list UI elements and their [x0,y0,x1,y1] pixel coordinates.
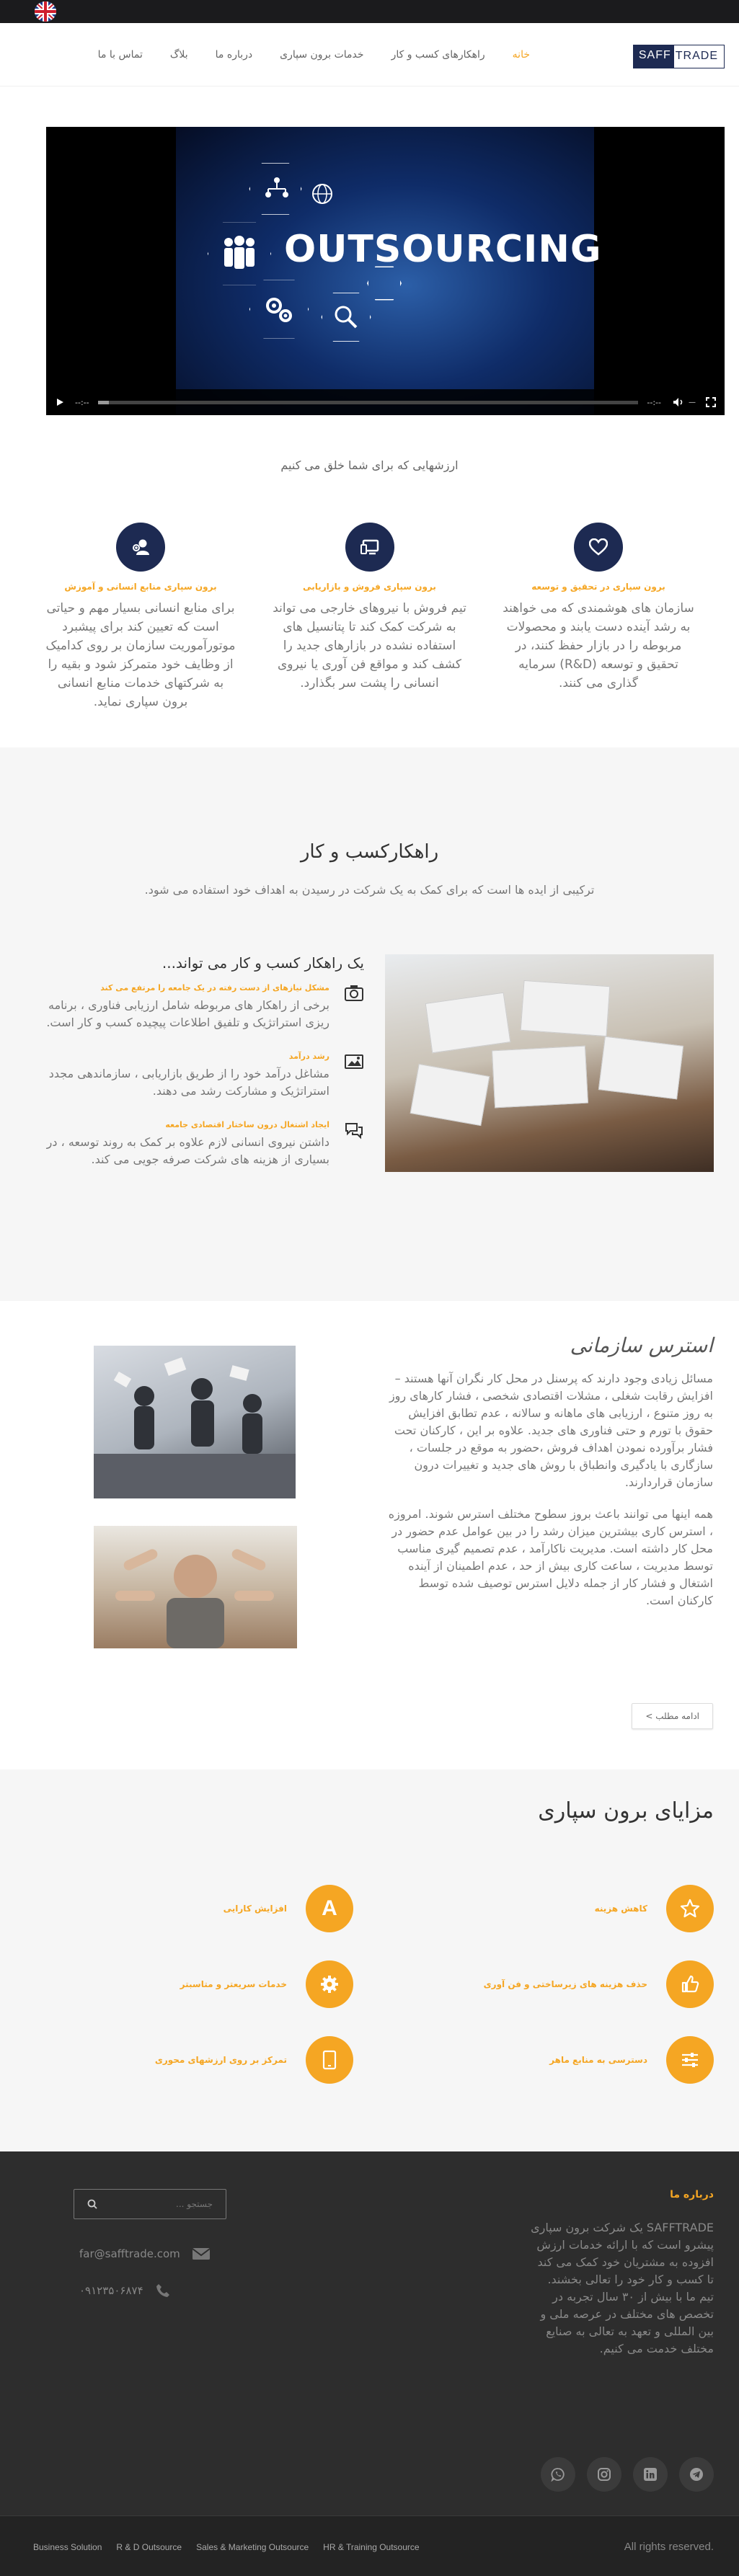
intro-video[interactable] [46,127,725,415]
value-text-sales: تیم فروش با نیروهای خارجی می تواند به شرکت کمک کند تا پتانسیل های استفاده نشده در بازارهای جدید را کشف کند و مواقع فن آوری یا نیروی انسانی را پشت سر بگذارد. [273,601,466,690]
value-title-rd: برون سپاری در تحقیق و توسعه [531,582,665,592]
puzzle-meeting-image [385,954,714,1172]
solution-text-revenue: مشاغل درآمد خود را از طریق بازاریابی ، سازماندهی مجدد استراتژیک و مشارکت رشد می دهند. [48,1067,329,1098]
video-title: OUTSOURCING [284,228,602,271]
main-nav [58,23,530,86]
solution-title-employment: ایجاد اشتغال درون ساختار اقتصادی جامعه [165,1120,329,1129]
footer-link-sales-marketing[interactable]: Sales & Marketing Outsource [196,2542,309,2552]
nav-contact[interactable]: تماس با ما [97,49,143,61]
benefit-label: دسترسی به منابع ماهر [549,2055,647,2065]
footer-search[interactable] [74,2189,226,2219]
image-icon [344,1052,364,1072]
benefit-label: حذف هزینه های زیرساختی و فن آوری [483,1979,647,1989]
letter-a-icon: A [306,1885,353,1932]
mail-icon [192,2247,211,2261]
heart-icon [574,523,623,572]
nav-blog[interactable]: بلاگ [169,49,188,61]
whatsapp-icon[interactable] [541,2457,575,2492]
video-progress-bar[interactable] [98,401,639,404]
thumbs-up-icon [666,1960,714,2008]
phone-text[interactable]: ۰۹۱۲۳۵۰۶۸۷۴ [79,2284,143,2297]
solution-text-needs: برخی از راهکار های مربوطه شامل ارزیابی فناوری ، برنامه ریزی استراتژیک و تلفیق اطلاعات پیچیده کسب و کار است. [46,998,329,1029]
sliders-icon [666,2036,714,2084]
footer-about [530,2189,714,2358]
solution-item-revenue [36,1052,364,1100]
solution-title-needs: مشکل نیازهای از دست رفته در یک جامعه را مرتفع می کند [100,983,329,992]
footer-links [33,2542,434,2552]
gears-icon [261,294,297,326]
stress-section [0,1301,739,1769]
solutions-list-title: یک راهکار کسب و کار می تواند... [161,954,364,972]
value-text-hr: برای منابع انسانی بسیار مهم و حیاتی است که تعیین کند برای پیشبرد موتورآموریت سازمان بر روی کدامیک از وظایف خود متمرکز شود و بقیه را به شرکتهای خدمات منابع انسانی برون سپاری نماید. [45,601,236,709]
top-bar [0,0,739,23]
video-time-current: --:-- [75,397,89,407]
search-icon[interactable] [87,2199,97,2209]
footer-about-title: درباره ما [670,2189,714,2200]
stress-paragraph-1: مسائل زیادی وجود دارند که پرسنل در محل کار نگران آنها هستند – افزایش رقابت شغلی ، مشلات اقتصادی شخصی ، فشار کارهای روز به روز متنوع ، ارزیابی های ماهانه و سالانه ، عدم تطابق افزایش حقوق با تورم و حتی فناوری های جدید. علاوه بر این ، کارکنان تحت فشار برآورده نمودن اهداف فروش ،حضور به موقع در جلسات ، سازگاری با یادگیری وانطباق با روش های جدید و تغییرات درون سازمان قراردارند. [389,1372,713,1489]
monitor-icon [345,523,394,572]
stressed-man-photo [94,1526,297,1648]
solution-item-employment [36,1120,364,1168]
logo-part-a: SAFF [633,45,674,68]
chat-icon [344,1120,364,1140]
benefit-infrastructure [484,1960,714,2008]
footer-link-hr-training[interactable]: HR & Training Outsource [323,2542,420,2552]
bottom-bar [0,2515,739,2576]
camera-icon [344,983,364,1003]
benefit-core-values [155,2036,353,2084]
volume-icon[interactable] [673,397,684,407]
gear-icon [306,1960,353,2008]
benefits-title: مزایای برون سپاری [538,1798,714,1824]
value-item-sales [273,523,467,711]
globe-icon [310,182,335,206]
solution-text-employment: داشتن نیروی انسانی لازم علاوه بر کمک به روند توسعه ، در بسیاری از هزینه های شرکت صرفه جویی می کند. [46,1135,329,1166]
solutions-list [36,954,364,1189]
benefit-skilled-resources [549,2036,714,2084]
nav-about[interactable]: درباره ما [215,49,253,61]
nav-business-solutions[interactable]: راهکارهای کسب و کار [391,49,485,61]
read-more-button[interactable]: ادامه مطلب > [632,1703,713,1729]
benefits-section [0,1769,739,2151]
linkedin-icon[interactable] [633,2457,668,2492]
telegram-icon[interactable] [679,2457,714,2492]
benefit-label: تمرکز بر روی ارزشهای محوری [154,2055,287,2065]
site-logo[interactable] [633,45,725,68]
footer-link-rd-outsource[interactable]: R & D Outsource [116,2542,182,2552]
magnifier-icon [332,303,360,332]
site-footer [0,2151,739,2515]
solutions-subtitle: ترکیبی از ایده ها است که برای کمک به یک شرکت در رسیدن به اهداف خود استفاده می شود. [144,883,595,897]
instagram-icon[interactable] [587,2457,621,2492]
volume-dash: — [689,398,696,407]
stressed-office-photo [94,1346,296,1498]
values-subtitle: ارزشهایی که برای شما خلق می کنیم [280,458,459,472]
video-progress-fill [98,401,109,404]
benefit-faster-service [180,1960,353,2008]
video-controls [46,389,725,415]
solutions-section [0,747,739,1301]
tablet-icon [306,2036,353,2084]
footer-phone [79,2283,171,2299]
benefit-label: خدمات سریعتر و متاسبتر [180,1979,287,1989]
logo-part-b: TRADE [674,45,725,68]
english-flag-icon[interactable] [35,1,56,22]
nav-outsourcing-services[interactable]: خدمات برون سپاری [280,49,364,61]
stress-paragraph-2: همه اینها می توانند باعث بروز سطوح مختلف استرس شوند. امروزه ، استرس کاری بیشترین میزان رشد را در بین عوامل عدم حضور در محل کار داشته است. مدیریت ناکارآمد ، عدم تصمیم گیری مناسب توسط مدیریت ، ساعت کاری بیش از حد ، عدم اطمینان از آینده اشتغال و فشار کار از جمله دلایل استرس توصیف شده توسط کارکنان است. [388,1507,713,1607]
video-time-total: --:-- [647,397,661,407]
benefit-label: افزایش کارایی [223,1904,287,1914]
footer-link-business-solution[interactable]: Business Solution [33,2542,102,2552]
solution-title-revenue: رشد درآمد [288,1052,329,1061]
social-links [529,2457,714,2492]
play-icon[interactable] [55,397,65,407]
search-input[interactable] [105,2199,213,2209]
value-item-hr [43,523,238,711]
benefit-cost-reduction [595,1885,714,1932]
email-text[interactable]: far@safftrade.com [79,2247,180,2260]
people-icon [218,235,261,271]
value-title-sales: برون سپاری فروش و بازاریابی [303,582,436,592]
org-chart-icon [262,174,291,203]
footer-about-text: SAFFTRADE یک شرکت برون سپاری پیشرو است که با ارائه خدمات ارزش افزوده به مشتریان خود کمک می کند تا کسب و کار خود را تعالی بخشند. تیم ما با بیش از ۳۰ سال تجربه در تخصص های مختلف در عرصه ملی و بین المللی و تعهد به تعالی به صنایع مختلف خدمت می کنیم. [531,2221,714,2355]
benefit-efficiency [224,1885,353,1932]
video-frame [176,127,594,415]
footer-email [79,2247,211,2261]
users-icon [116,523,165,572]
value-text-rd: سازمان های هوشمندی که می خواهند به رشد آینده دست یابند و محصولات مربوطه را در بازار حفظ کنند، در تحقیق و توسعه (R&D) سرمایه گذاری می کنند. [503,601,694,690]
site-header [0,23,739,86]
nav-home[interactable]: خانه [512,49,530,61]
star-icon [666,1885,714,1932]
copyright-text: All rights reserved. [624,2541,714,2553]
benefit-label: کاهش هزینه [594,1904,647,1914]
solution-item-needs [36,983,364,1031]
value-title-hr: برون سپاری منابع انسانی و آموزش [64,582,217,592]
values-section [0,415,739,747]
fullscreen-icon[interactable] [706,397,716,407]
solutions-title: راهکارکسب و کار [300,841,439,863]
phone-icon [155,2283,171,2299]
stress-title: استرس سازمانی [570,1333,713,1357]
value-item-rd [501,523,696,711]
